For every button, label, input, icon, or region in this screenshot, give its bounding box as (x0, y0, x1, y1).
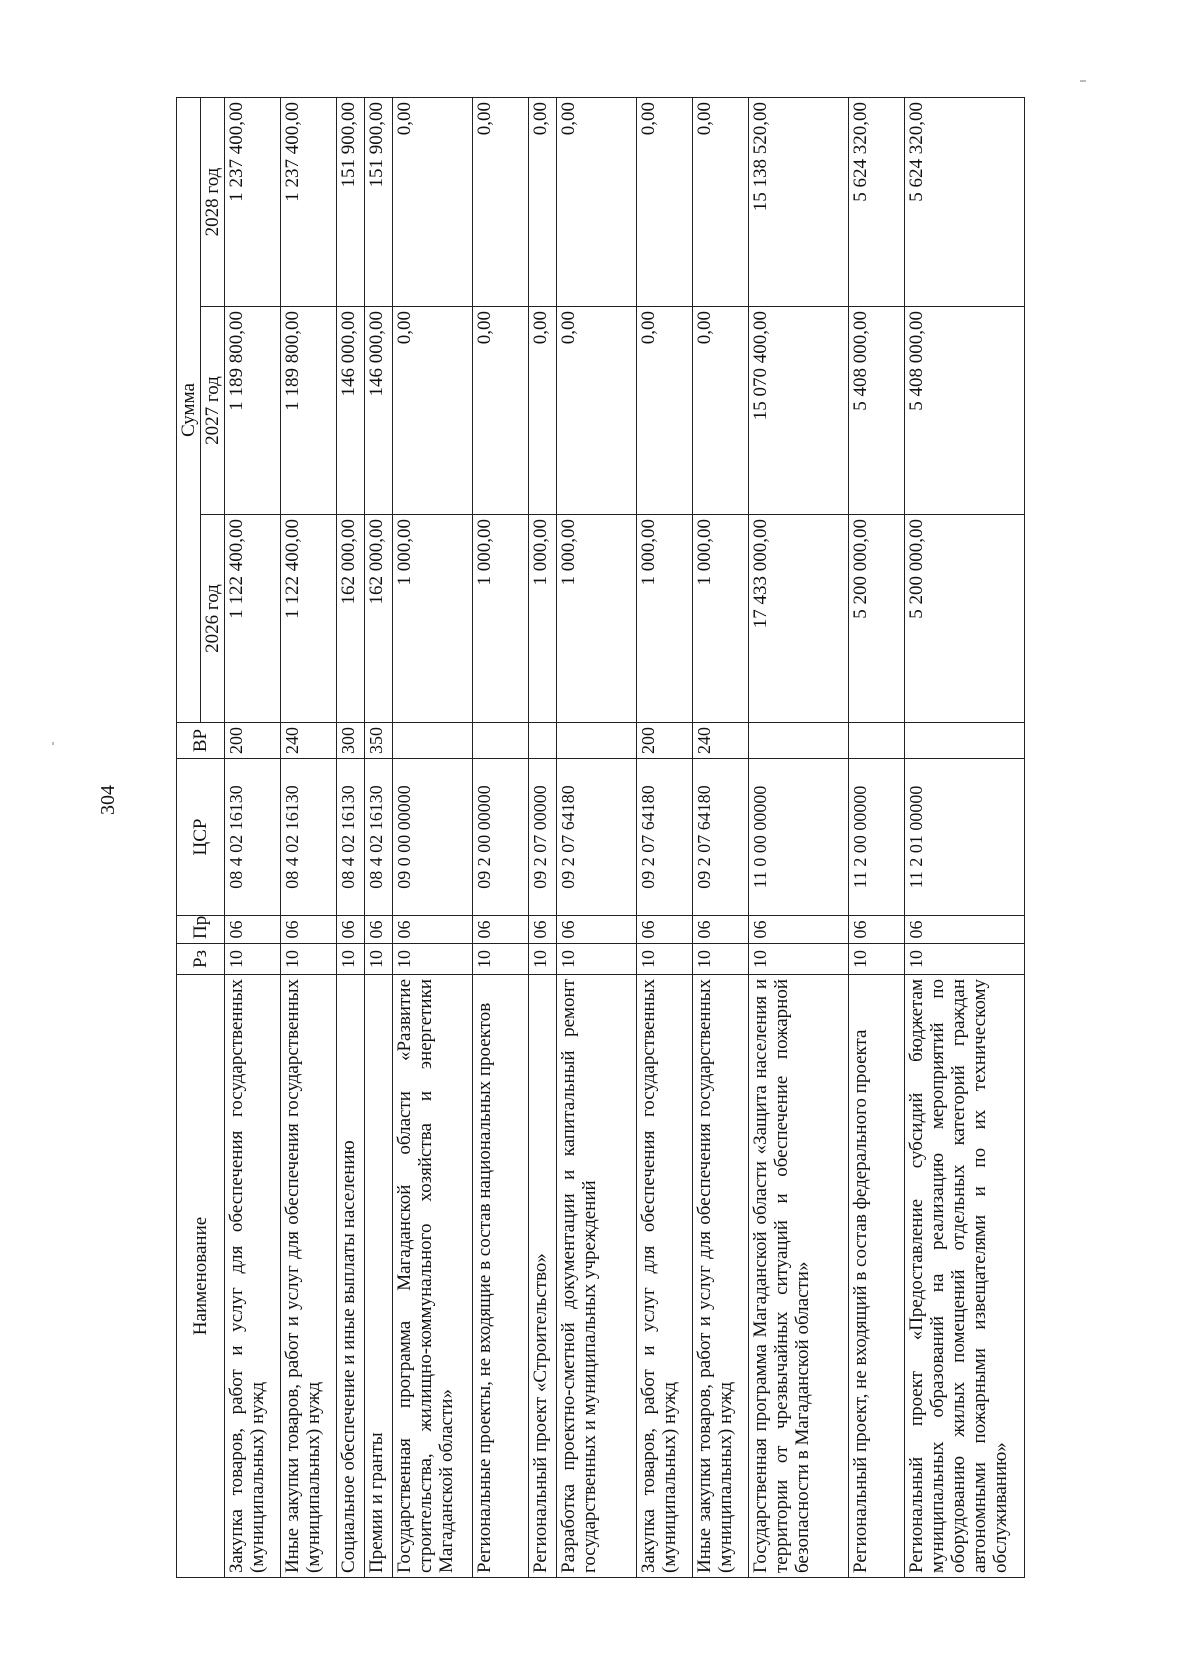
row-name: Премии и гранты (365, 975, 393, 1578)
row-csr: 08 4 02 16130 (365, 759, 393, 916)
row-vr (749, 723, 849, 759)
row-csr: 09 2 07 64180 (557, 759, 637, 916)
row-rz: 10 (281, 944, 337, 975)
row-2028: 0,00 (637, 98, 693, 307)
row-2027: 1 189 800,00 (225, 307, 281, 515)
row-csr: 09 2 07 00000 (529, 759, 557, 916)
row-pr: 06 (749, 916, 849, 944)
row-rz: 10 (337, 944, 365, 975)
row-2028: 5 624 320,00 (905, 98, 1025, 307)
row-csr: 08 4 02 16130 (337, 759, 365, 916)
row-2026: 162 000,00 (337, 515, 365, 723)
row-name: Социальное обеспечение и иные выплаты населению (337, 975, 365, 1578)
row-csr: 09 2 07 64180 (693, 759, 749, 916)
header-rz: Рз (177, 944, 225, 975)
row-2027: 15 070 400,00 (749, 307, 849, 515)
row-2028: 0,00 (529, 98, 557, 307)
row-csr: 08 4 02 16130 (225, 759, 281, 916)
row-rz: 10 (905, 944, 1025, 975)
row-vr: 240 (693, 723, 749, 759)
row-csr: 08 4 02 16130 (281, 759, 337, 916)
row-2028: 151 900,00 (337, 98, 365, 307)
table-row (225, 98, 281, 1578)
table-row (529, 98, 557, 1578)
row-name: Государственная программа Магаданской области «Развитие строительства, жилищно-коммунального хозяйства и энергетики Магаданской области» (393, 975, 473, 1578)
table-row (365, 98, 393, 1578)
row-2027: 0,00 (693, 307, 749, 515)
row-vr (393, 723, 473, 759)
row-rz: 10 (693, 944, 749, 975)
row-rz: 10 (637, 944, 693, 975)
row-pr: 06 (225, 916, 281, 944)
row-name: Региональный проект «Предоставление субсидий бюджетам муниципальных образований на реализацию мероприятий по оборудованию жилых помещений отдельных категорий граждан автономными пожарными извещателями и по их техническому обслуживанию» (905, 975, 1025, 1578)
row-2027: 0,00 (473, 307, 529, 515)
row-2028: 151 900,00 (365, 98, 393, 307)
row-2027: 0,00 (637, 307, 693, 515)
row-2026: 1 000,00 (693, 515, 749, 723)
row-name: Иные закупки товаров, работ и услуг для обеспечения государственных (муниципальных) нужд (693, 975, 749, 1578)
row-2028: 0,00 (473, 98, 529, 307)
scan-mark (52, 742, 54, 745)
row-2028: 1 237 400,00 (281, 98, 337, 307)
row-name: Закупка товаров, работ и услуг для обеспечения государственных (муниципальных) нужд (225, 975, 281, 1578)
row-name: Региональные проекты, не входящие в состав национальных проектов (473, 975, 529, 1578)
budget-table-rotated (176, 98, 1016, 1578)
row-csr: 11 2 01 00000 (905, 759, 1025, 916)
row-vr (473, 723, 529, 759)
row-csr: 09 0 00 00000 (393, 759, 473, 916)
header-name: Наименование (177, 975, 225, 1578)
table-row (905, 98, 1025, 1578)
row-vr (557, 723, 637, 759)
row-2026: 1 000,00 (557, 515, 637, 723)
row-pr: 06 (905, 916, 1025, 944)
row-2027: 146 000,00 (337, 307, 365, 515)
table-row (849, 98, 905, 1578)
row-2026: 1 122 400,00 (281, 515, 337, 723)
budget-table (176, 97, 1025, 1578)
row-vr (529, 723, 557, 759)
row-pr: 06 (637, 916, 693, 944)
table-row (693, 98, 749, 1578)
table-row (557, 98, 637, 1578)
row-name: Государственная программа Магаданской области «Защита населения и территории от чрезвычайных ситуаций и обеспечение пожарной безопасности в Магаданской области» (749, 975, 849, 1578)
header-2026: 2026 год (201, 515, 225, 723)
row-rz: 10 (365, 944, 393, 975)
row-2026: 5 200 000,00 (905, 515, 1025, 723)
header-sum: Сумма (177, 98, 201, 723)
row-pr: 06 (557, 916, 637, 944)
row-vr: 240 (281, 723, 337, 759)
row-2027: 146 000,00 (365, 307, 393, 515)
row-2026: 1 000,00 (393, 515, 473, 723)
row-name: Разработка проектно-сметной документации и капитальный ремонт государственных и муниципальных учреждений (557, 975, 637, 1578)
row-name: Региональный проект «Строительство» (529, 975, 557, 1578)
row-2026: 1 000,00 (637, 515, 693, 723)
row-rz: 10 (557, 944, 637, 975)
row-name: Иные закупки товаров, работ и услуг для обеспечения государственных (муниципальных) нужд (281, 975, 337, 1578)
row-pr: 06 (393, 916, 473, 944)
row-2028: 15 138 520,00 (749, 98, 849, 307)
row-2028: 0,00 (393, 98, 473, 307)
row-2027: 0,00 (393, 307, 473, 515)
row-name: Региональный проект, не входящий в состав федерального проекта (849, 975, 905, 1578)
row-pr: 06 (337, 916, 365, 944)
row-vr: 200 (225, 723, 281, 759)
row-2027: 0,00 (557, 307, 637, 515)
row-rz: 10 (473, 944, 529, 975)
row-pr: 06 (693, 916, 749, 944)
row-csr: 09 2 07 64180 (637, 759, 693, 916)
row-vr (849, 723, 905, 759)
row-2026: 17 433 000,00 (749, 515, 849, 723)
row-pr: 06 (473, 916, 529, 944)
table-row (281, 98, 337, 1578)
row-csr: 09 2 00 00000 (473, 759, 529, 916)
row-pr: 06 (281, 916, 337, 944)
table-row (473, 98, 529, 1578)
header-csr: ЦСР (177, 759, 225, 916)
table-row (637, 98, 693, 1578)
row-rz: 10 (225, 944, 281, 975)
row-2027: 5 408 000,00 (849, 307, 905, 515)
row-2026: 162 000,00 (365, 515, 393, 723)
table-row (337, 98, 365, 1578)
row-2026: 1 000,00 (529, 515, 557, 723)
row-2028: 0,00 (693, 98, 749, 307)
row-2027: 0,00 (529, 307, 557, 515)
row-pr: 06 (849, 916, 905, 944)
row-2026: 5 200 000,00 (849, 515, 905, 723)
row-csr: 11 0 00 00000 (749, 759, 849, 916)
table-row (393, 98, 473, 1578)
row-pr: 06 (529, 916, 557, 944)
row-2026: 1 122 400,00 (225, 515, 281, 723)
row-pr: 06 (365, 916, 393, 944)
row-2026: 1 000,00 (473, 515, 529, 723)
scan-mark (1080, 80, 1086, 82)
row-2027: 1 189 800,00 (281, 307, 337, 515)
row-vr: 200 (637, 723, 693, 759)
row-rz: 10 (529, 944, 557, 975)
row-2028: 5 624 320,00 (849, 98, 905, 307)
page-number: 304 (97, 785, 119, 815)
header-2027: 2027 год (201, 307, 225, 515)
header-vr: ВР (177, 723, 225, 759)
row-csr: 11 2 00 00000 (849, 759, 905, 916)
row-rz: 10 (849, 944, 905, 975)
row-rz: 10 (393, 944, 473, 975)
row-2028: 1 237 400,00 (225, 98, 281, 307)
row-vr: 300 (337, 723, 365, 759)
row-vr: 350 (365, 723, 393, 759)
table-row (749, 98, 849, 1578)
header-2028: 2028 год (201, 98, 225, 307)
row-rz: 10 (749, 944, 849, 975)
row-2028: 0,00 (557, 98, 637, 307)
row-vr (905, 723, 1025, 759)
header-pr: Пр (177, 916, 225, 944)
row-name: Закупка товаров, работ и услуг для обеспечения государственных (муниципальных) нужд (637, 975, 693, 1578)
row-2027: 5 408 000,00 (905, 307, 1025, 515)
